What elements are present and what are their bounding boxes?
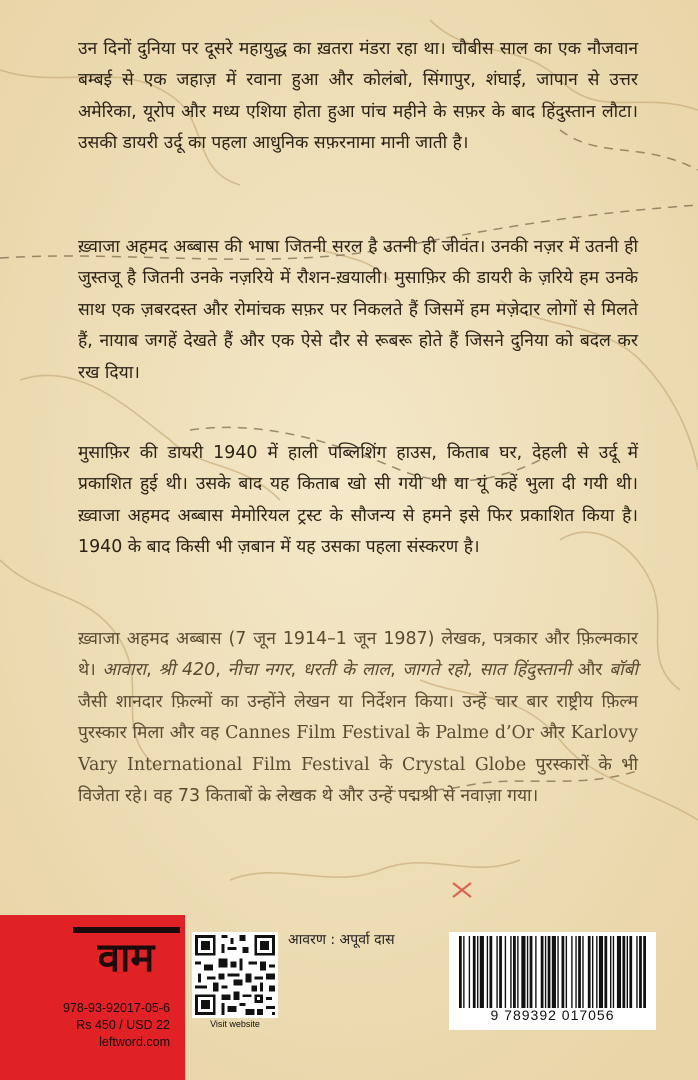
barcode-bar: [610, 936, 611, 1008]
barcode-bar: [578, 936, 581, 1008]
film-title: धरती के लाल: [302, 660, 391, 681]
publisher-logo-text: वाम: [97, 935, 155, 977]
barcode-bar: [545, 936, 546, 1008]
film-title: सात हिंदुस्तानी: [479, 660, 571, 681]
barcode-bar: [477, 936, 478, 1008]
barcode-bar: [627, 936, 628, 1008]
barcode-bar: [629, 936, 632, 1008]
barcode-bar: [510, 936, 511, 1008]
bio-connector: के: [416, 723, 430, 744]
barcode-bar: [473, 936, 476, 1008]
author-bio-paragraph: ख़्वाजा अहमद अब्बास (7 जून 1914–1 जून 1987) लेखक, पत्रकार और फ़िल्मकार थे। आवारा, श्री 420, नीचा नगर, धरती के लाल, जागते रहो, सात हिंदुस्तानी और बॉबी जैसी शानदार फ़िल्मों का उन्होंने लेखन या निर्देशन किया। उन्हें चार बार राष्ट्रीय फ़िल्म पुरस्कार मिला और वह Cannes Film Festival के Palme d’Or और Karlovy Vary International Film Festival के Crystal Globe पुरस्कारों के भी विजेता रहे। वह 73 किताबों के लेखक थे और उन्हें पद्मश्री से नवाज़ा गया।: [78, 629, 639, 807]
barcode-bar: [643, 936, 646, 1008]
barcode-bar: [517, 936, 518, 1008]
barcode-bar: [566, 936, 567, 1008]
synopsis-paragraph-2: ख़्वाजा अहमद अब्बास की भाषा जितनी सरल है उतनी ही जीवंत। उनकी नज़र में उतनी ही जुस्तजू है जितनी उनके नज़रिये में रौशन-ख़याली। मुसाफ़िर की डायरी के ज़रिये हम उनके साथ एक ज़बरदस्त और रोमांचक सफ़र पर निकलते हैं जिसमें हम मज़ेदार लोगों से मिलते हैं, नायाब जगहें देखते हैं और एक ऐसे दौर से रूबरू होते हैं जिसने दुनिया को बदल कर रख दिया।: [78, 237, 638, 383]
barcode-bar: [480, 936, 484, 1008]
barcode-bar: [571, 936, 572, 1008]
barcode-bar: [499, 936, 502, 1008]
bio-intro: ख़्वाजा अहमद अब्बास (7 जून 1914–1 जून 1987) लेखक, पत्रकार और फ़िल्मकार थे।: [78, 629, 638, 681]
film-title: जागते रहो: [402, 660, 468, 681]
festival-name: Karlovy Vary International Film Festival: [78, 723, 639, 775]
barcode-bar: [535, 936, 536, 1008]
publisher-logo-icon: [73, 927, 180, 977]
barcode-bar: [622, 936, 625, 1008]
barcode-bar: [527, 936, 528, 1008]
synopsis-paragraph-1: उन दिनों दुनिया पर दूसरे महायुद्ध का ख़तरा मंडरा रहा था। चौबीस साल का एक नौजवान बम्बई से एक जहाज़ में रवाना हुआ और कोलंबो, सिंगापुर, शंघाई, जापान से उत्तर अमेरिका, यूरोप और मध्य एशिया होता हुआ पांच महीने के सफ़र के बाद हिंदुस्तान लौटा। उसकी डायरी उर्दू का पहला आधुनिक सफ़रनामा मानी जाती है।: [78, 39, 638, 154]
barcode-bar: [636, 936, 637, 1008]
film-title: बॉबी: [609, 660, 639, 681]
bio-middle: जैसी शानदार फ़िल्मों का उन्होंने लेखन या निर्देशन किया। उन्हें चार बार राष्ट्रीय फ़िल्म पुरस्कार मिला और वह: [78, 691, 638, 744]
award-name: Palme d’Or: [435, 723, 535, 744]
barcode-icon: [455, 936, 650, 1008]
barcode-bar: [489, 936, 492, 1008]
barcode-bar: [599, 936, 603, 1008]
barcode-bar: [575, 936, 576, 1008]
film-title: आवारा: [102, 660, 147, 681]
barcode-bar: [487, 936, 488, 1008]
bio-end: पुरस्कारों के भी विजेता रहे। वह 73 किताबों के लेखक थे और उन्हें पद्मश्री से नवाज़ा गया।: [78, 754, 638, 807]
barcode-bar: [552, 936, 556, 1008]
publication-history-paragraph: मुसाफ़िर की डायरी 1940 में हाली पब्लिशिंग हाउस, किताब घर, देहली से उर्दू में प्रकाशित हुई थी। उसके बाद यह किताब खो सी गयी थी या यूं कहें भुला दी गयी थी। ख़्वाजा अहमद अब्बास मेमोरियल ट्रस्ट के सौजन्य से हमने इसे फिर प्रकाशित किया है। 1940 के बाद किसी भी ज़बान में यह उसका पहला संस्करण है।: [78, 443, 638, 558]
bio-and: और: [577, 660, 603, 681]
barcode-bar: [463, 936, 464, 1008]
barcode-bar: [459, 936, 462, 1008]
barcode-bar: [541, 936, 544, 1008]
barcode-number: 9 789392 017056: [490, 1007, 615, 1023]
award-name: Crystal Globe: [402, 754, 527, 775]
bio-connector: के: [379, 754, 393, 775]
barcode-bar: [530, 936, 533, 1008]
barcode-bar: [588, 936, 591, 1008]
qr-code-icon: [192, 932, 278, 1018]
barcode-bar: [613, 936, 614, 1008]
film-title: श्री 420: [158, 660, 216, 681]
barcode-bar: [469, 936, 470, 1008]
barcode-bar: [639, 936, 642, 1008]
barcode-bar: [617, 936, 621, 1008]
barcode-bar: [604, 936, 607, 1008]
barcode-bar: [592, 936, 593, 1008]
barcode-bar: [596, 936, 597, 1008]
barcode-bar: [582, 936, 583, 1008]
bio-connector: और: [539, 723, 565, 744]
cover-credit: आवरण : अपूर्वा दास: [288, 932, 395, 948]
barcode: [449, 932, 656, 1030]
barcode-bar: [562, 936, 565, 1008]
barcode-bar: [557, 936, 558, 1008]
festival-name: Cannes Film Festival: [225, 723, 411, 744]
barcode-bar: [521, 936, 525, 1008]
visit-website-label: Visit website: [210, 1019, 260, 1029]
barcode-bar: [548, 936, 551, 1008]
price-text: Rs 450 / USD 22: [76, 1018, 170, 1032]
film-title: नीचा नगर: [227, 660, 291, 681]
barcode-bar: [505, 936, 506, 1008]
website-text: leftword.com: [99, 1035, 170, 1049]
barcode-bar: [513, 936, 516, 1008]
publisher-info: [10, 1000, 170, 1051]
isbn-text: 978-93-92017-05-6: [62, 1001, 170, 1015]
barcode-bar: [496, 936, 497, 1008]
